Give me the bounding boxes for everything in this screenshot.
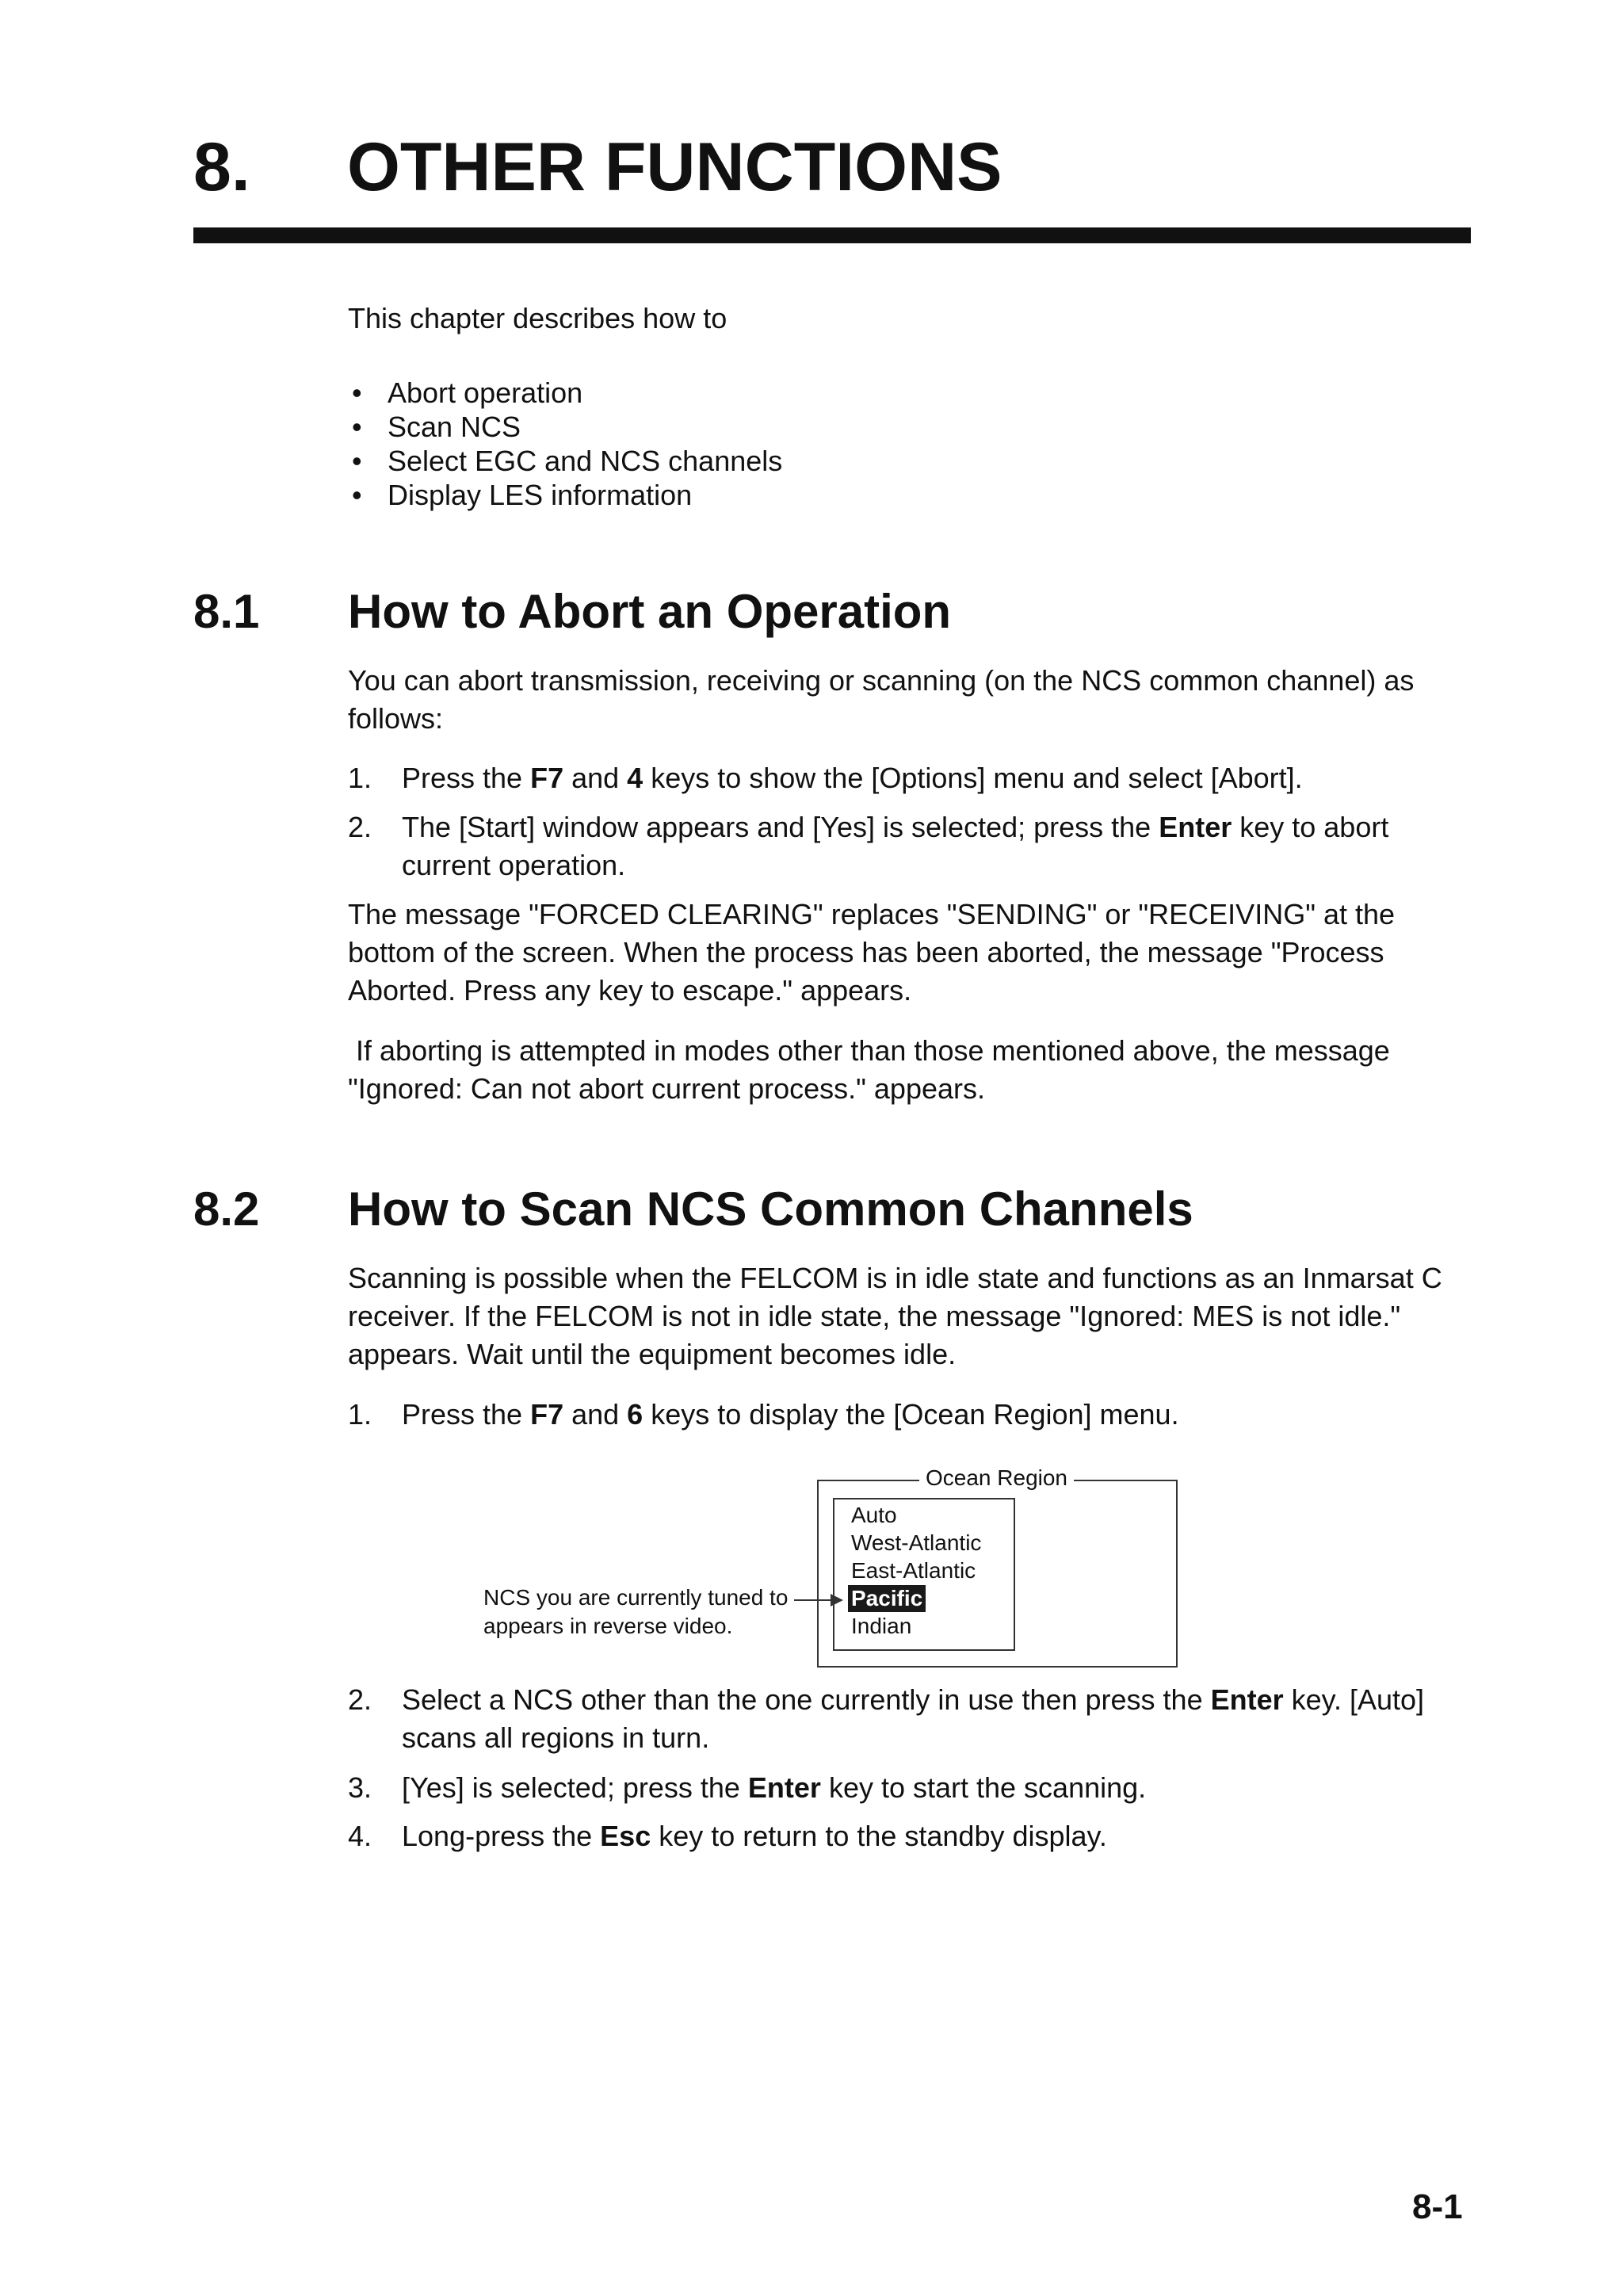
- section-title: How to Abort an Operation: [348, 585, 952, 638]
- topic-list: [352, 376, 782, 512]
- section-number: 8.2: [193, 1182, 260, 1236]
- ocean-region-title: Ocean Region: [919, 1464, 1074, 1492]
- section-title: How to Scan NCS Common Channels: [348, 1182, 1193, 1236]
- key-label: F7: [530, 762, 564, 794]
- callout-text: NCS you are currently tuned to appears in reverse video.: [483, 1585, 789, 1638]
- step: 1. Press the F7 and 4 keys to show the [Options] menu and select [Abort].: [348, 762, 1303, 794]
- chapter-number: 8.: [193, 129, 250, 205]
- paragraph: If aborting is attempted in modes other than those mentioned above, the message "Ignored: Can not abort current process." appears.: [348, 1034, 1398, 1105]
- key-label: F7: [530, 1398, 564, 1431]
- menu-option-pacific-selected[interactable]: Pacific: [848, 1585, 926, 1612]
- key-label: 4: [627, 762, 643, 794]
- list-item: • Select EGC and NCS channels: [352, 445, 783, 477]
- chapter-rule: [193, 227, 1471, 243]
- bullet-icon: •: [352, 411, 362, 443]
- arrow-right-icon: [831, 1594, 843, 1606]
- bullet-icon: •: [352, 376, 362, 409]
- paragraph: You can abort transmission, receiving or scanning (on the NCS common channel) as follows:: [348, 664, 1415, 735]
- list-item: • Display LES information: [352, 479, 693, 511]
- menu-option-west-atlantic[interactable]: West-Atlantic: [851, 1530, 982, 1555]
- list-item: • Scan NCS: [352, 411, 521, 443]
- paragraph: The message "FORCED CLEARING" replaces "SENDING" or "RECEIVING" at the bottom of the screen. When the process has been aborted, the message "Process Aborted. Press any key to escape." appears.: [348, 898, 1396, 1007]
- section-number: 8.1: [193, 585, 260, 638]
- menu-option-indian[interactable]: Indian: [851, 1614, 912, 1638]
- page-number: 8-1: [1412, 2187, 1463, 2226]
- step: 2. The [Start] window appears and [Yes] is selected; press the Enter key to abort current operation.: [348, 811, 1389, 881]
- intro-text: This chapter describes how to: [348, 302, 727, 334]
- bullet-icon: •: [352, 479, 362, 511]
- step: 1. Press the F7 and 6 keys to display the [Ocean Region] menu.: [348, 1398, 1179, 1431]
- step: 4. Long-press the Esc key to return to the standby display.: [348, 1820, 1107, 1852]
- menu-option-auto[interactable]: Auto: [851, 1503, 897, 1527]
- paragraph: Scanning is possible when the FELCOM is in idle state and functions as an Inmarsat C receiver. If the FELCOM is not in idle state, the message "Ignored: MES is not idle." appears. Wait until the equipment becomes idle.: [348, 1262, 1442, 1370]
- step: 3. [Yes] is selected; press the Enter key to start the scanning.: [348, 1771, 1147, 1804]
- menu-option-east-atlantic[interactable]: East-Atlantic: [851, 1558, 976, 1583]
- key-label: Esc: [600, 1820, 651, 1852]
- key-label: Enter: [1159, 811, 1232, 843]
- list-item: • Abort operation: [352, 376, 583, 409]
- key-label: Enter: [747, 1771, 821, 1804]
- chapter-title: OTHER FUNCTIONS: [347, 129, 1002, 205]
- callout-arrow-line: [794, 1599, 834, 1601]
- key-label: Enter: [1210, 1683, 1284, 1716]
- step: 2. Select a NCS other than the one currently in use then press the Enter key. [Auto] scans all regions in turn.: [348, 1683, 1425, 1754]
- bullet-icon: •: [352, 445, 362, 477]
- key-label: 6: [627, 1398, 643, 1431]
